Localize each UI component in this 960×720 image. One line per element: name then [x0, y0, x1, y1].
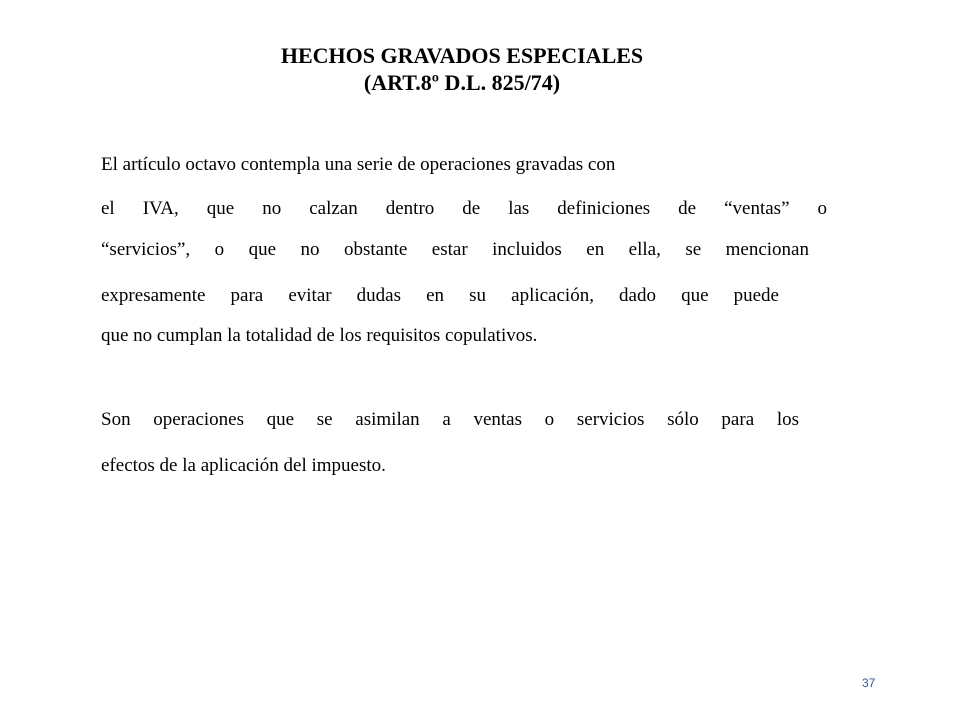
paragraph-1-line-3: “servicios”, o que no obstante estar incluidos en ella, se mencionan: [101, 239, 809, 260]
title-line-2: (ART.8º D.L. 825/74): [363, 70, 561, 95]
paragraph-2-line-2: efectos de la aplicación del impuesto.: [101, 455, 386, 476]
paragraph-1-line-5: que no cumplan la totalidad de los requisitos copulativos.: [101, 325, 538, 346]
slide-title: [0, 42, 924, 96]
paragraph-1-line-2: el IVA, que no calzan dentro de las definiciones de “ventas” o: [101, 198, 827, 219]
paragraph-2-line-1: Son operaciones que se asimilan a ventas o servicios sólo para los: [101, 409, 799, 430]
page-number: 37: [862, 676, 876, 690]
paragraph-1-line-1: El artículo octavo contempla una serie de operaciones gravadas con: [101, 154, 616, 175]
title-line-1: HECHOS GRAVADOS ESPECIALES: [280, 43, 644, 68]
paragraph-1-line-4: expresamente para evitar dudas en su aplicación, dado que puede: [101, 285, 779, 306]
